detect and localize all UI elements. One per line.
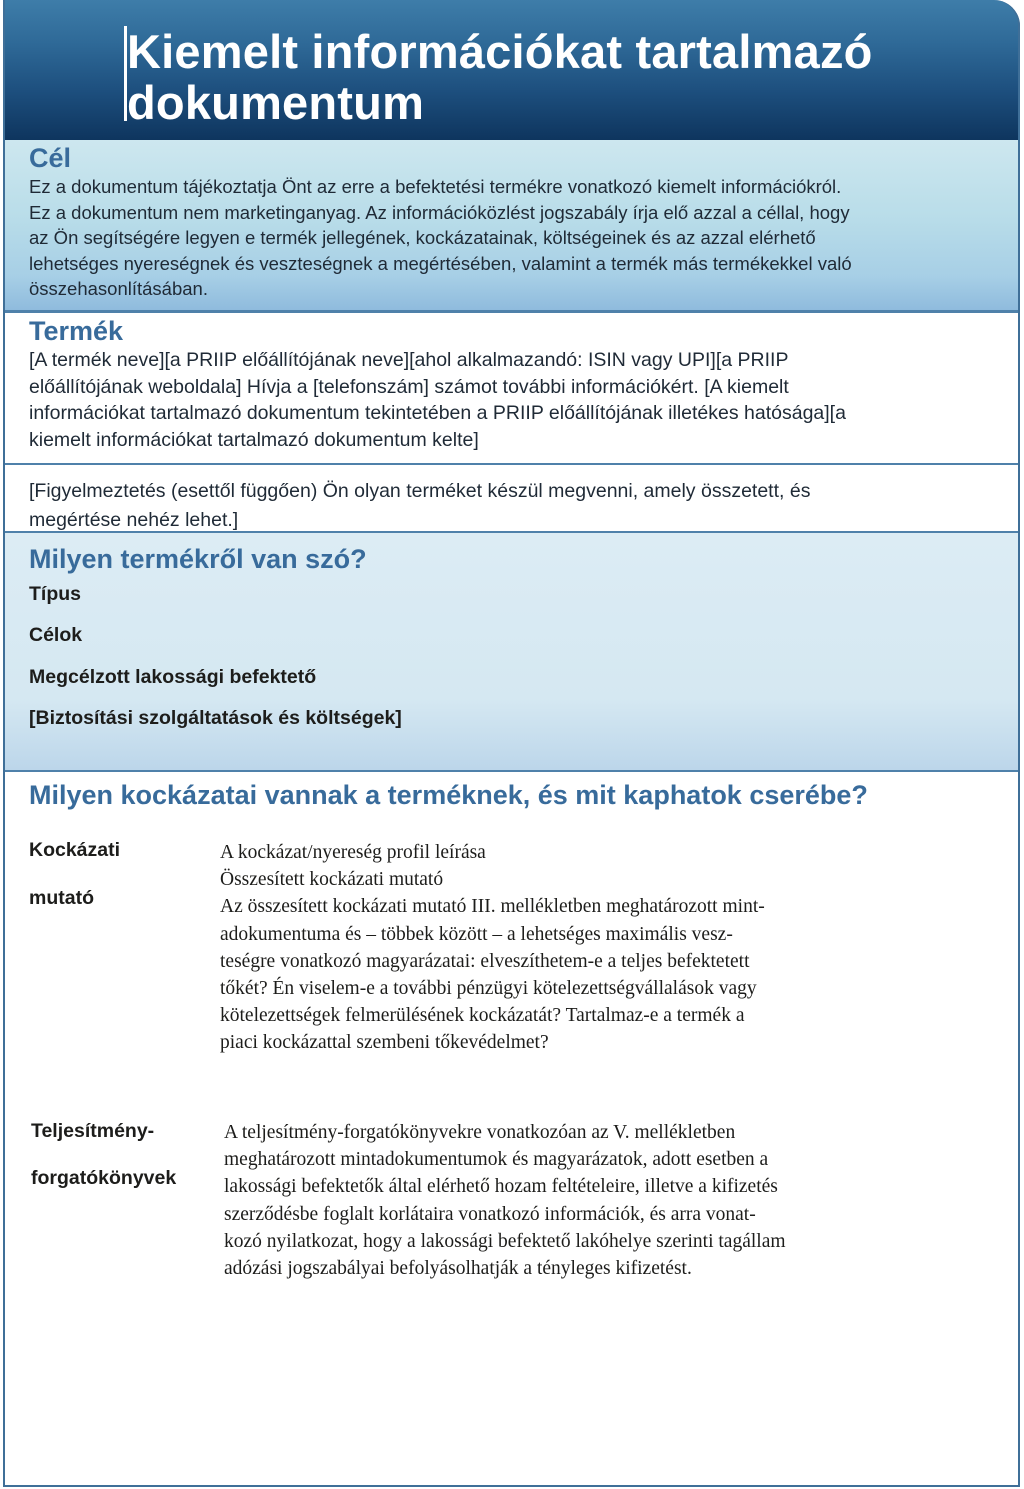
risk-line: adokumentuma és – többek között – a lehetséges maximális vesz- (220, 923, 733, 945)
termek-heading: Termék (29, 316, 124, 346)
risk-label-line-1: Kockázati (29, 839, 121, 861)
perf-line: lakossági befektetők által elérhető hozam feltételeire, illetve a kifizetés (224, 1176, 778, 1198)
item-celok: Célok (29, 624, 83, 646)
risk-label-line-2: mutató (29, 887, 94, 909)
termek-line: kiemelt információkat tartalmazó dokumentum kelte] (29, 428, 479, 451)
cel-line: az Ön segítségére legyen e termék jellegének, kockázatainak, költségeinek és az azzal elérhető (29, 227, 816, 248)
termek-line: információkat tartalmazó dokumentum tekintetében a PRIIP előállítójának illetékes hatósága][a (29, 402, 846, 424)
item-biztositasi: [Biztosítási szolgáltatások és költségek] (29, 707, 402, 729)
item-megcelzott: Megcélzott lakossági befektető (29, 666, 317, 688)
risk-line: A kockázat/nyereség profil leírása (220, 842, 486, 863)
termek-line: [A termék neve][a PRIIP előállítójának neve][ahol alkalmazandó: ISIN vagy UPI][a PRIIP (29, 349, 789, 371)
cel-line: összehasonlításában. (29, 278, 208, 299)
perf-line: adózási jogszabályai befolyásolhatják a tényleges kifizetést. (224, 1258, 692, 1280)
cel-line: Ez a dokumentum tájékoztatja Önt az erre a befektetési termékre vonatkozó kiemelt információkról. (29, 176, 842, 197)
risk-line: piaci kockázattal szembeni tőkevédelmet? (220, 1032, 549, 1054)
perf-line: kozó nyilatkozat, hogy a lakossági befektető lakóhelye szerinti tagállam (224, 1230, 786, 1252)
kockazat-heading: Milyen kockázatai vannak a terméknek, és mit kaphatok cserébe? (29, 780, 868, 810)
cel-line: lehetséges nyereségnek és veszteségnek a megértésében, valamint a termék más termékekkel való (29, 252, 852, 274)
item-tipus: Típus (29, 583, 81, 605)
perf-label-line-2: forgatókönyvek (31, 1167, 177, 1189)
cel-heading: Cél (29, 143, 72, 173)
risk-line: teségre vonatkozó magyarázatai: elveszíthetem-e a teljes befektetett (220, 950, 750, 972)
perf-line: meghatározott mintadokumentumok és magyarázatok, adott esetben a (224, 1149, 769, 1171)
warning-line: [Figyelmeztetés (esettől függően) Ön olyan terméket készül megvenni, amely összetett, és (29, 480, 811, 502)
risk-line: tőkét? Én viselem-e a további pénzügyi kötelezettségvállalások vagy (220, 978, 757, 1000)
milyen-heading: Milyen termékről van szó? (29, 544, 367, 574)
cel-line: Ez a dokumentum nem marketinganyag. Az információközlést jogszabály írja elő azzal a céllal, hogy (29, 201, 850, 223)
risk-line: kötelezettségek felmerülésének kockázatát? Tartalmaz-e a termék a (220, 1005, 745, 1027)
perf-label-line-1: Teljesítmény- (31, 1120, 155, 1142)
title-line-1: Kiemelt információkat tartalmazó (127, 25, 873, 78)
risk-line: Az összesített kockázati mutató III. mellékletben meghatározott mint- (220, 896, 765, 918)
title-line-2: dokumentum (127, 76, 425, 129)
document-frame (3, 0, 1020, 1487)
perf-line: szerződésbe foglalt korlátaira vonatkozó információk, és arra vonat- (224, 1203, 756, 1225)
risk-line: Összesített kockázati mutató (220, 869, 444, 891)
termek-line: előállítójának weboldala] Hívja a [telefonszám] számot további információkért. [A kiemelt (29, 375, 789, 398)
perf-line: A teljesítmény-forgatókönyvekre vonatkozóan az V. mellékletben (224, 1122, 736, 1143)
warning-line: megértése nehéz lehet.] (29, 509, 239, 531)
